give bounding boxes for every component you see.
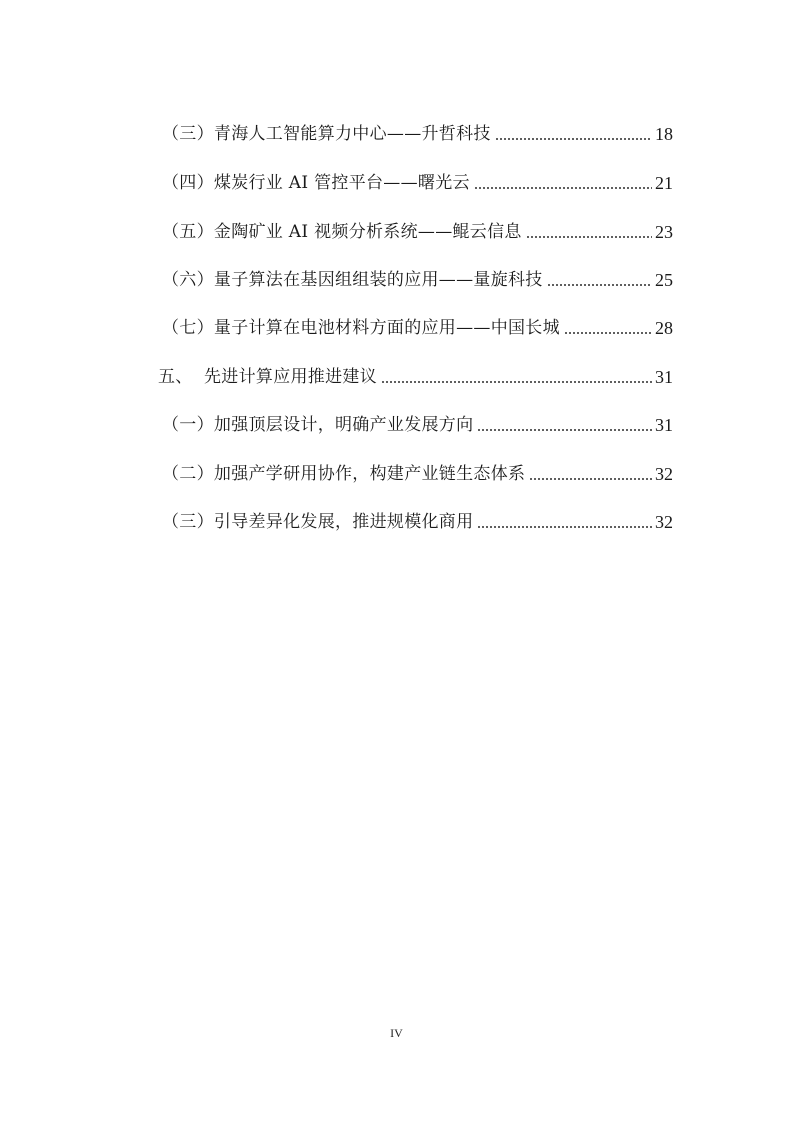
toc-entry-page: 18	[655, 124, 673, 144]
dot-leader	[495, 129, 652, 141]
toc-section-entry[interactable]	[158, 361, 673, 393]
toc-entry[interactable]	[162, 312, 673, 344]
toc-entry-heading	[158, 361, 377, 393]
toc-entry-page: 31	[655, 415, 673, 435]
dot-leader	[526, 227, 652, 239]
toc-entry-title: （七）量子计算在电池材料方面的应用——中国长城	[162, 318, 560, 338]
dot-leader	[474, 178, 652, 190]
toc-entry-title: （三）引导差异化发展，推进规模化商用	[162, 512, 474, 532]
toc-entry-title: （四）煤炭行业 AI 管控平台——曙光云	[162, 173, 470, 193]
page-number: IV	[390, 1026, 403, 1040]
toc-entry[interactable]	[162, 216, 673, 248]
toc-entry-title: （二）加强产学研用协作，构建产业链生态体系	[162, 464, 526, 484]
toc-entry-title: （六）量子算法在基因组组装的应用——量旋科技	[162, 270, 543, 290]
dot-leader	[529, 469, 652, 481]
toc-entry[interactable]	[162, 118, 673, 150]
toc-entry-page: 23	[655, 222, 673, 242]
toc-entry-page: 21	[655, 173, 673, 193]
toc-entry-title: 先进计算应用推进建议	[204, 367, 377, 387]
toc-entry-page: 32	[655, 512, 673, 532]
toc-entry[interactable]	[162, 506, 673, 538]
toc-entry-page: 28	[655, 318, 673, 338]
toc-entry-page: 31	[655, 367, 673, 387]
toc-entry[interactable]	[162, 458, 673, 490]
toc-section-number: 五、	[158, 367, 193, 387]
toc-entry-title: （五）金陶矿业 AI 视频分析系统——鲲云信息	[162, 222, 522, 242]
toc-entry[interactable]	[162, 167, 673, 199]
dot-leader	[564, 323, 652, 335]
dot-leader	[381, 372, 652, 384]
dot-leader	[477, 420, 652, 432]
toc-entry-title: （一）加强顶层设计，明确产业发展方向	[162, 415, 474, 435]
dot-leader	[477, 517, 652, 529]
dot-leader	[547, 275, 652, 287]
toc-entry-page: 32	[655, 464, 673, 484]
toc-entry[interactable]	[162, 264, 673, 296]
toc-entry[interactable]	[162, 409, 673, 441]
toc-entry-title: （三）青海人工智能算力中心——升哲科技	[162, 124, 491, 144]
toc-entry-page: 25	[655, 270, 673, 290]
